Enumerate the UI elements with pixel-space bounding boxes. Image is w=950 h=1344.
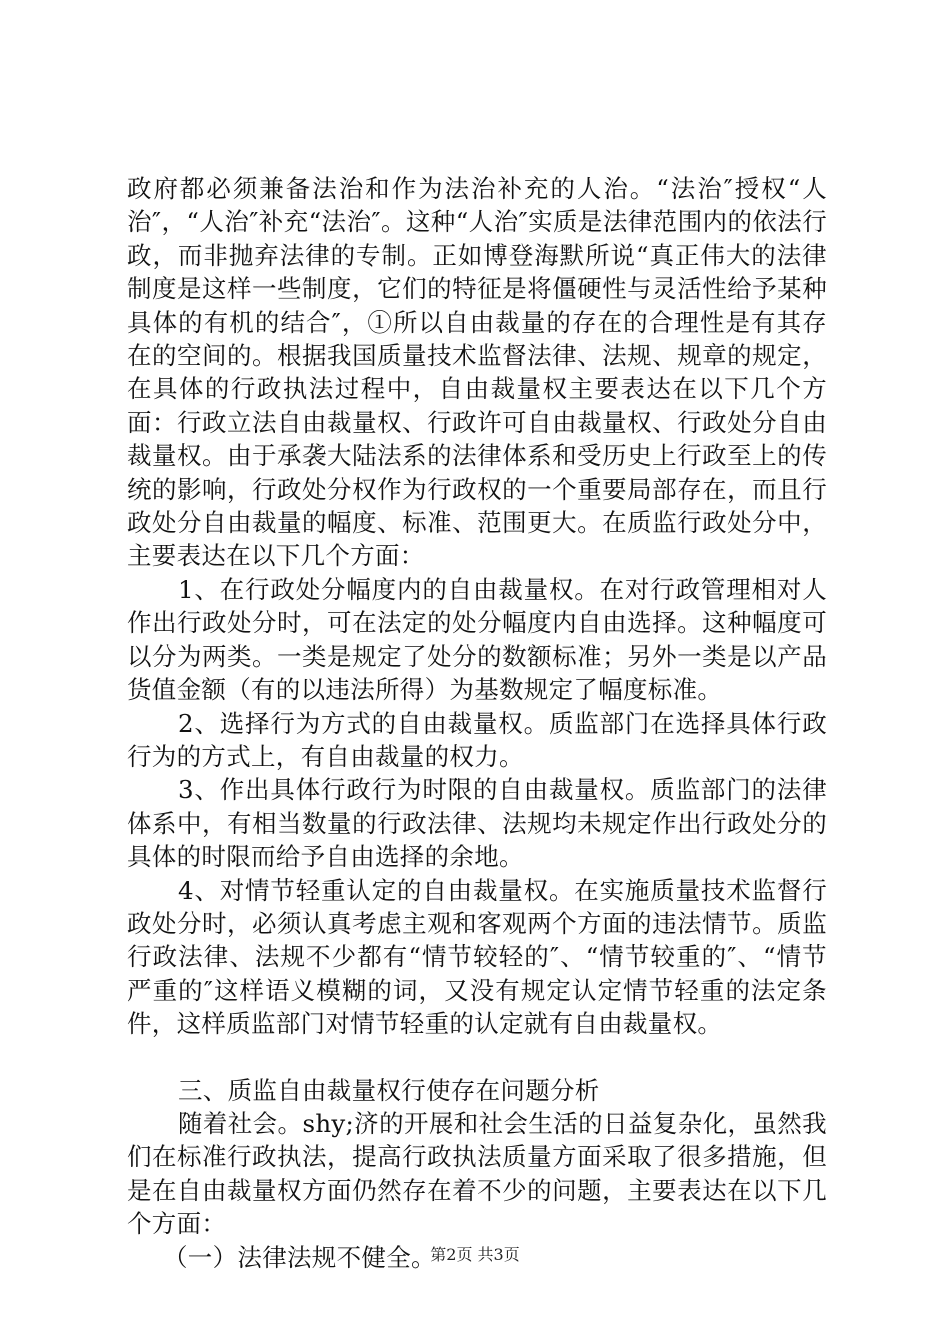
body-paragraph-item-3: 3、作出具体行政行为时限的自由裁量权。质监部门的法律体系中，有相当数量的行政法律、法规均未规定作出行政处分的具体的时限而给予自由选择的余地。 xyxy=(127,775,827,872)
section-paragraph: 随着社会。shy;济的开展和社会生活的日益复杂化，虽然我们在标准行政执法，提高行政执法质量方面采取了很多措施，但是在自由裁量权方面仍然存在着不少的问题，主要表达在以下几个方面： xyxy=(127,1108,827,1239)
body-paragraph-item-2: 2、选择行为方式的自由裁量权。质监部门在选择具体行政行为的方式上，有自由裁量的权力。 xyxy=(127,708,827,771)
section-gap xyxy=(127,1041,827,1074)
body-paragraph-item-4: 4、对情节轻重认定的自由裁量权。在实施质量技术监督行政处分时，必须认真考虑主观和客观两个方面的违法情节。质监行政法律、法规不少都有“情节较轻的″、“情节较重的″、“情节严重的″这样语义模糊的词，又没有规定认定情节轻重的法定条件，这样质监部门对情节轻重的认定就有自由裁量权。 xyxy=(127,875,827,1039)
section-heading: 三、质监自由裁量权行使存在问题分析 xyxy=(178,1075,600,1105)
page-footer: 第2页 共3页 xyxy=(430,1245,520,1264)
body-paragraph-intro: 政府都必须兼备法治和作为法治补充的人治。“法治″授权“人治″，“人治″补充“法治″。这种“人治″实质是法律范围内的依法行政，而非抛弃法律的专制。正如博登海默所说“真正伟大的法律制度是这样一些制度，它们的特征是将僵硬性与灵活性给予某种具体的有机的结合″，①所以自由裁量的存在的合理性是有其存在的空间的。根据我国质量技术监督法律、法规、规章的规定，在具体的行政执法过程中，自由裁量权主要表达在以下几个方面：行政立法自由裁量权、行政许可自由裁量权、行政处分自由裁量权。由于承袭大陆法系的法律体系和受历史上行政至上的传统的影响，行政处分权作为行政权的一个重要局部存在，而且行政处分自由裁量的幅度、标准、范围更大。在质监行政处分中，主要表达在以下几个方面： xyxy=(127,174,827,571)
sub-heading: （一）法律法规不健全。 xyxy=(163,1242,436,1272)
document-body xyxy=(127,172,827,1274)
body-paragraph-item-1: 1、在行政处分幅度内的自由裁量权。在对行政管理相对人作出行政处分时，可在法定的处分幅度内自由选择。这种幅度可以分为两类。一类是规定了处分的数额标准；另外一类是以产品货值金额（有的以违法所得）为基数规定了幅度标准。 xyxy=(127,574,827,705)
